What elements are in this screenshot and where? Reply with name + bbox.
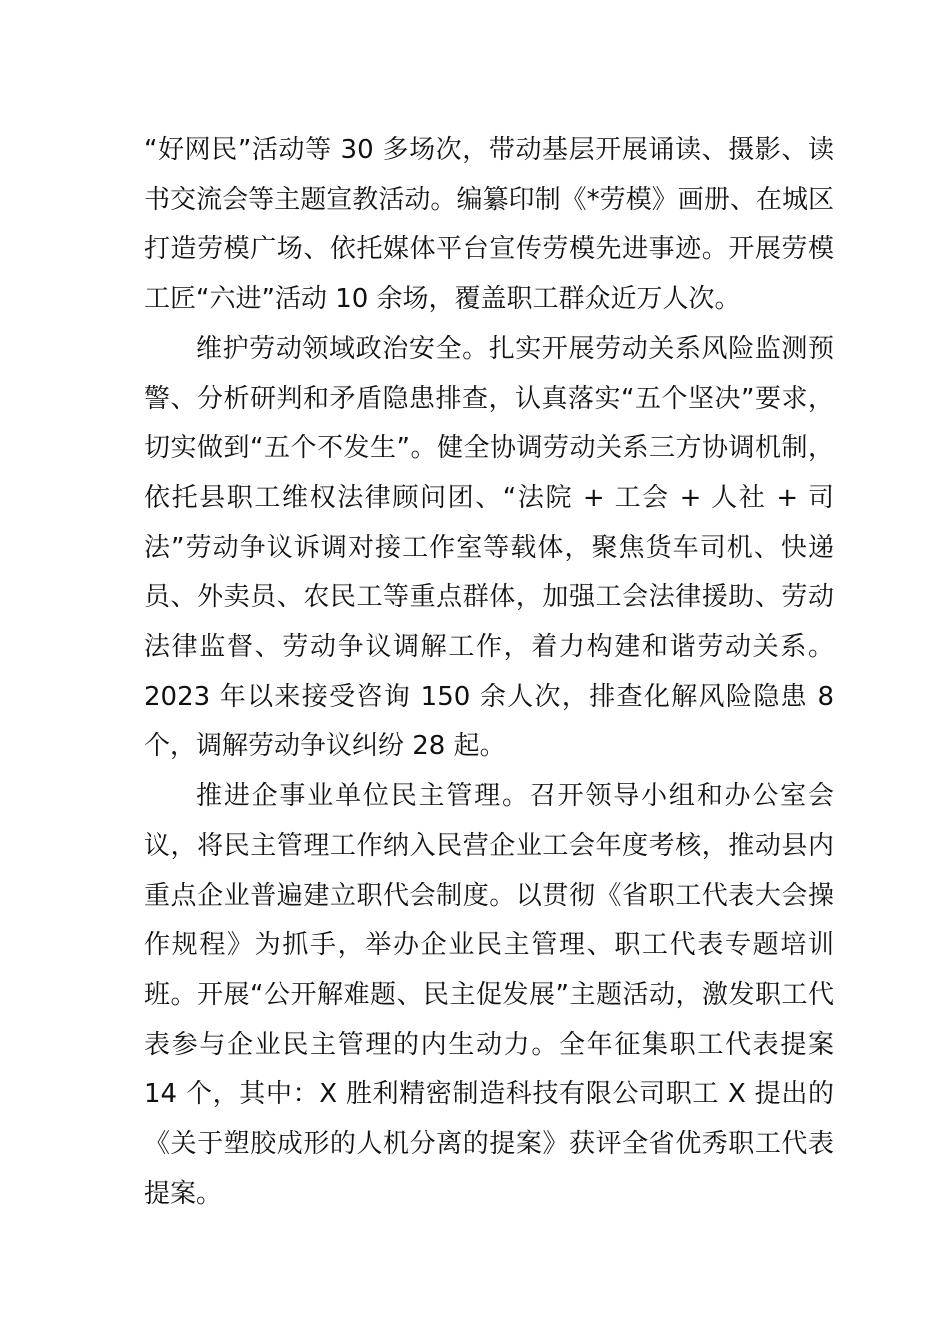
paragraph-propaganda-activities [144, 126, 834, 325]
paragraph-democratic-management [144, 772, 834, 1219]
document-body [144, 126, 834, 1219]
paragraph-lead: 维护劳动领域政治安全。 [196, 333, 489, 364]
paragraph-text: 扎实开展劳动关系风险监测预警、分析研判和矛盾隐患排查，认真落实“五个坚决”要求，切实做到“五个不发生”。健全协调劳动关系三方协调机制，依托县职工维权法律顾问团、“法院 + 工会 + 人社 + 司法”劳动争议诉调对接工作室等载体，聚焦货车司机、快递员、外卖员、农民工等重点群体，加强工会法律援助、劳动法律监督、劳动争议调解工作，着力构建和谐劳动关系。2023 年以来接受咨询 150 余人次，排查化解风险隐患 8 个，调解劳动争议纠纷 28 起。 [144, 333, 834, 762]
paragraph-lead: 推进企事业单位民主管理。 [196, 781, 530, 812]
paragraph-labor-political-security [144, 325, 834, 772]
paragraph-text: 召开领导小组和办公室会议，将民主管理工作纳入民营企业工会年度考核，推动县内重点企业普遍建立职代会制度。以贯彻《省职工代表大会操作规程》为抓手，举办企业民主管理、职工代表专题培训班。开展“公开解难题、民主促发展”主题活动，激发职工代表参与企业民主管理的内生动力。全年征集职工代表提案 14 个，其中：X 胜利精密制造科技有限公司职工 X 提出的《关于塑胶成形的人机分离的提案》获评全省优秀职工代表提案。 [144, 781, 834, 1209]
paragraph-text: “好网民”活动等 30 多场次，带动基层开展诵读、摄影、读书交流会等主题宣教活动。编纂印制《*劳模》画册、在城区打造劳模广场、依托媒体平台宣传劳模先进事迹。开展劳模工匠“六进”活动 10 余场，覆盖职工群众近万人次。 [144, 135, 834, 315]
